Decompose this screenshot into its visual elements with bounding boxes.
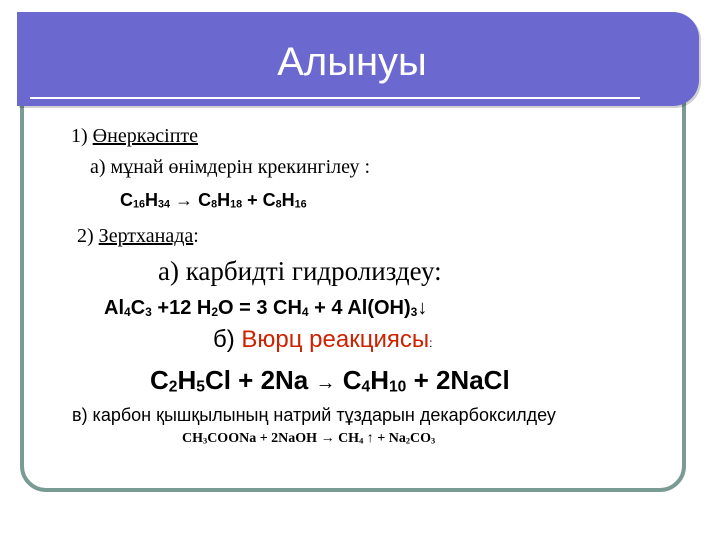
- slide-title: Алынуы: [277, 40, 427, 84]
- item-carbide-hydrolysis: а) карбидті гидролиздеу:: [158, 256, 442, 286]
- title-banner: [17, 12, 699, 106]
- wurtz-reaction-name: Вюрц реакциясы: [241, 326, 430, 353]
- equation-decarboxylation: $CH_3COONa$ + 2NaOH → $CH_4$ ↑ + $Na_2CO_3$: [182, 431, 436, 446]
- equation-cracking: $C_{16}H_{34} \to C_8H_{18} + C_8H_{16}$: [120, 190, 307, 211]
- equation-carbide: $Al_4C_3 +12$ $H_2O = 3$ $CH_4 + 4$ $Al(OH)_3↓$: [104, 297, 428, 319]
- item-cracking: а) мұнай өнімдерін крекингілеу :: [90, 156, 371, 178]
- section-1-heading: [71, 126, 198, 146]
- item-wurtz-reaction: б) Вюрц реакциясы:: [213, 326, 433, 353]
- section-2-number: 2): [77, 225, 94, 247]
- section-2-heading: 2) Зертханада:: [77, 225, 199, 247]
- item-decarboxylation: в) карбон қышқылының натрий тұздарын декарбоксилдеу: [72, 405, 556, 425]
- section-2-title: Зертханада: [98, 225, 194, 247]
- equation-wurtz: $C_2H_5Cl + 2Na \to C_4H_{10}$ + 2NaCl: [150, 365, 510, 396]
- title-underline: [30, 97, 640, 99]
- section-1-number: 1): [71, 125, 88, 147]
- section-1-title: Өнеркәсіпте: [92, 125, 199, 147]
